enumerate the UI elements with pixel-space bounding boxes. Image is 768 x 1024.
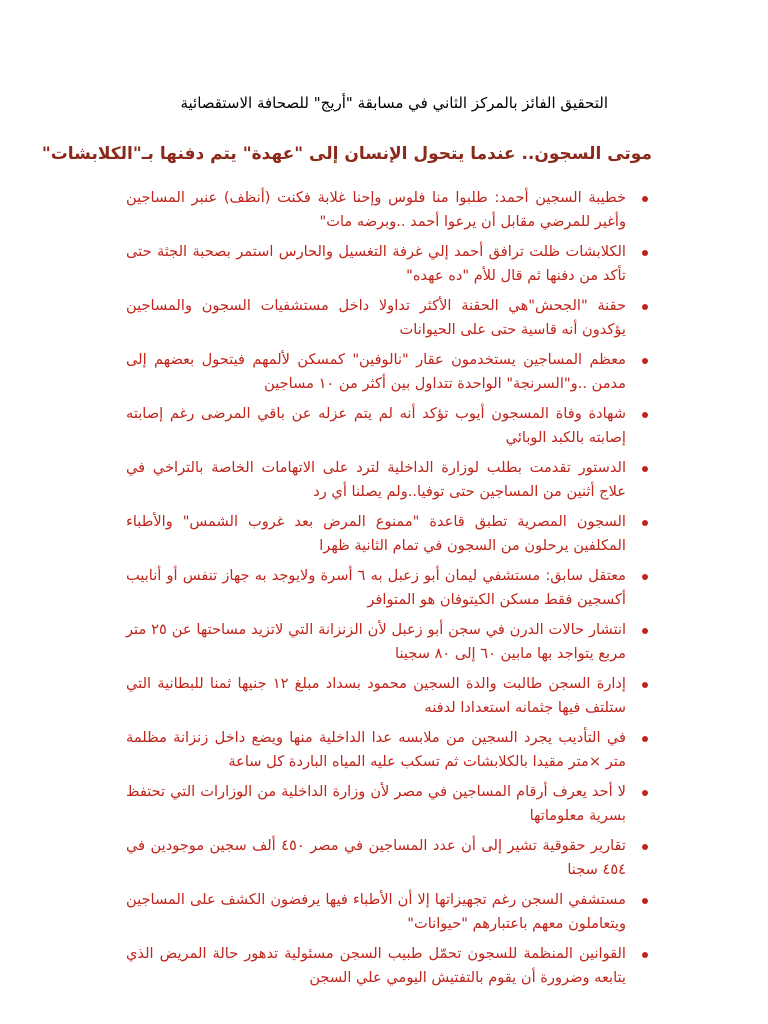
bullet-item: مستشفي السجن رغم تجهيزاتها إلا أن الأطباء فيها يرفضون الكشف على المساجين ويتعاملون معهم باعتبارهم "حيوانات" <box>126 888 636 936</box>
bullet-item: خطيبة السجين أحمد: طلبوا منا فلوس وإحنا غلابة فكنت (أنظف) عنبر المساجين وأغير للمرضي مقابل أن يرعوا أحمد ..وبرضه مات" <box>126 186 636 234</box>
bullet-item: تقارير حقوقية تشير إلى أن عدد المساجين في مصر ٤٥٠ ألف سجين موجودين في ٤٥٤ سجنا <box>126 834 636 882</box>
bullet-item: حقنة "الجحش"هي الحقنة الأكثر تداولا داخل مستشفيات السجون والمساجين يؤكدون أنه قاسية حتى على الحيوانات <box>126 294 636 342</box>
bullet-item: السجون المصرية تطبق قاعدة "ممنوع المرض بعد غروب الشمس" والأطباء المكلفين يرحلون من السجون في تمام الثانية ظهرا <box>126 510 636 558</box>
document-subtitle: التحقيق الفائز بالمركز الثاني في مسابقة "أريج" للصحافة الاستقصائية <box>180 94 608 112</box>
bullet-list <box>126 186 636 996</box>
bullet-item: في التأديب يجرد السجين من ملابسه عدا الداخلية منها ويضع داخل زنزانة مظلمة متر ×متر مقيدا بالكلابشات ثم تسكب عليه المياه الباردة كل ساعة <box>126 726 636 774</box>
bullet-item: الدستور تقدمت بطلب لوزارة الداخلية لترد على الاتهامات الخاصة بالتراخي في علاج أثنين من المساجين حتى توفيا..ولم يصلنا أي رد <box>126 456 636 504</box>
bullet-item: لا أحد يعرف أرقام المساجين في مصر لأن وزارة الداخلية من الوزارات التي تحتفظ بسرية معلوماتها <box>126 780 636 828</box>
bullet-item: إدارة السجن طالبت والدة السجين محمود بسداد مبلغ ١٢ جنيها ثمنا للبطانية التي ستلتف فيها جثمانه استعدادا لدفنه <box>126 672 636 720</box>
document-headline: موتى السجون.. عندما يتحول الإنسان إلى "عهدة" يتم دفنها بـ"الكلابشات" <box>41 144 652 164</box>
bullet-item: شهادة وفاة المسجون أيوب تؤكد أنه لم يتم عزله عن باقي المرضى رغم إصابته إصابته بالكبد الوبائي <box>126 402 636 450</box>
bullet-item: الكلابشات ظلت ترافق أحمد إلي غرفة التغسيل والحارس استمر بصحبة الجثة حتى تأكد من دفنها ثم قال للأم "ده عهده" <box>126 240 636 288</box>
bullet-item: القوانين المنظمة للسجون تحمّل طبيب السجن مسئولية تدهور حالة المريض الذي يتابعه وضرورة أن يقوم بالتفتيش اليومي علي السجن <box>126 942 636 990</box>
bullet-item: انتشار حالات الدرن في سجن أبو زعبل لأن الزنزانة التي لاتزيد مساحتها عن ٢٥ متر مربع يتواجد بها مابين ٦٠ إلى ٨٠ سجينا <box>126 618 636 666</box>
bullet-item: معتقل سابق: مستشفي ليمان أبو زعبل به ٦ أسرة ولايوجد به جهاز تنفس أو أنابيب أكسجين فقط مسكن الكيتوفان هو المتوافر <box>126 564 636 612</box>
bullet-item: معظم المساجين يستخدمون عقار "نالوفين" كمسكن لألمهم فيتحول بعضهم إلى مدمن ..و"السرنجة" الواحدة تتداول بين أكثر من ١٠ مساجين <box>126 348 636 396</box>
